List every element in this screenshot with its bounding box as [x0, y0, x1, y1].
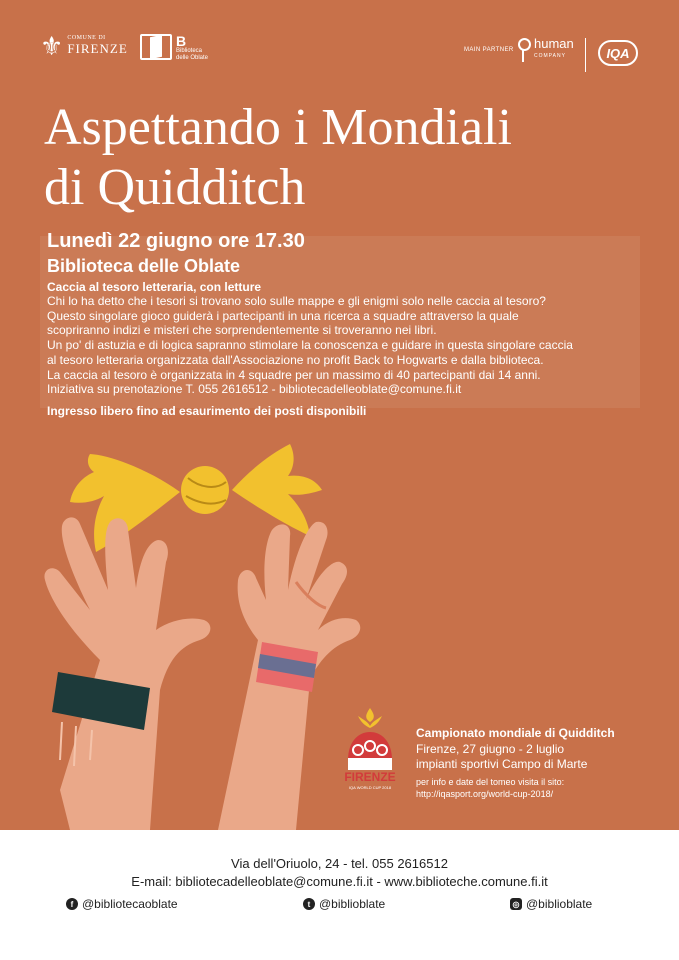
title-line2: di Quidditch — [44, 159, 306, 216]
book-icon — [140, 34, 172, 60]
cup-dates: Firenze, 27 giugno - 2 luglio — [416, 742, 565, 756]
human-sub: COMPANY — [534, 53, 566, 59]
twitter-label: @biblioblate — [319, 897, 386, 911]
comune-small-label: COMUNE DI — [67, 35, 106, 41]
instagram-label: @biblioblate — [526, 897, 593, 911]
event-subtitle: Caccia al tesoro letteraria, con letture — [47, 280, 262, 294]
biblioteca-letter: B — [176, 33, 187, 49]
event-description — [47, 294, 652, 397]
human-company-logo[interactable] — [516, 38, 574, 62]
facebook-icon: f — [66, 898, 78, 910]
event-venue: Biblioteca delle Oblate — [47, 256, 241, 276]
fleur-de-lis-icon: ⚜ — [40, 31, 64, 61]
cup-url-link[interactable]: http://iqasport.org/world-cup-2018/ — [416, 789, 554, 799]
description-line: Iniziativa su prenotazione T. 055 2616512 - bibliotecadelleoblate@comune.fi.it — [47, 382, 462, 397]
event-date: Lunedì 22 giugno ore 17.30 — [47, 230, 305, 252]
twitter-icon: t — [303, 898, 315, 910]
biblioteca-line2: delle Oblate — [176, 55, 209, 61]
footer-address: Via dell'Oriuolo, 24 - tel. 055 2616512 — [231, 856, 448, 871]
footer — [0, 830, 679, 960]
description-line: Un po' di astuzia e di logica sapranno stimolare la conoscenza e guidare in questa singolare caccia — [47, 338, 573, 353]
admission-note: Ingresso libero fino ad esaurimento dei posti disponibili — [47, 404, 367, 418]
world-cup-info — [416, 726, 656, 800]
snitch-ball — [181, 466, 229, 514]
biblioteca-line1: Biblioteca — [176, 48, 203, 54]
facebook-label: @bibliotecaoblate — [82, 897, 178, 911]
cup-title: Campionato mondiale di Quidditch — [416, 726, 615, 740]
cup-logo-text: FIRENZE — [344, 770, 396, 784]
snitch-right-wing — [232, 444, 322, 536]
comune-firenze-logo[interactable] — [40, 33, 128, 59]
main-partner-label: MAIN PARTNER — [464, 47, 514, 53]
footer-contacts — [0, 855, 679, 891]
title-line1: Aspettando i Mondiali — [44, 99, 512, 156]
cup-logo-sub: IQA WORLD CUP 2018 — [348, 785, 392, 790]
left-hand — [44, 517, 210, 830]
comune-name: FIRENZE — [67, 41, 128, 56]
description-line: La caccia al tesoro è organizzata in 4 squadre per un massimo di 40 partecipanti dai 14 anni. — [47, 367, 541, 382]
description-line: al tesoro letteraria organizzata dall'Associazione no profit Back to Hogwarts e dalla biblioteca. — [47, 352, 544, 367]
biblioteca-oblate-logo[interactable] — [140, 34, 208, 62]
cup-venue: impianti sportivi Campo di Marte — [416, 757, 588, 771]
facebook-handle[interactable] — [66, 897, 178, 911]
footer-email-web[interactable]: E-mail: bibliotecadelleoblate@comune.fi.it - www.biblioteche.comune.fi.it — [131, 874, 548, 889]
description-line: scopriranno indizi e misteri che sorprendentemente si troveranno nei libri. — [47, 323, 437, 338]
twitter-handle[interactable] — [303, 897, 385, 911]
human-name: human — [534, 36, 574, 51]
instagram-handle[interactable] — [510, 897, 592, 911]
world-cup-logo — [336, 708, 406, 794]
description-line: Questo singolare gioco guiderà i partecipanti in una ricerca a squadre attraverso la quale — [47, 308, 519, 323]
description-line: Chi lo ha detto che i tesori si trovano solo sulle mappe e gli enigmi solo nelle caccia al tesoro? — [47, 294, 546, 308]
cup-info-label: per info e date del tomeo visita il sito: — [416, 777, 565, 787]
person-icon — [516, 38, 530, 62]
instagram-icon: ◎ — [510, 898, 522, 910]
iqa-logo[interactable]: IQA — [598, 40, 638, 66]
logo-divider — [585, 38, 586, 72]
event-title — [44, 98, 664, 218]
